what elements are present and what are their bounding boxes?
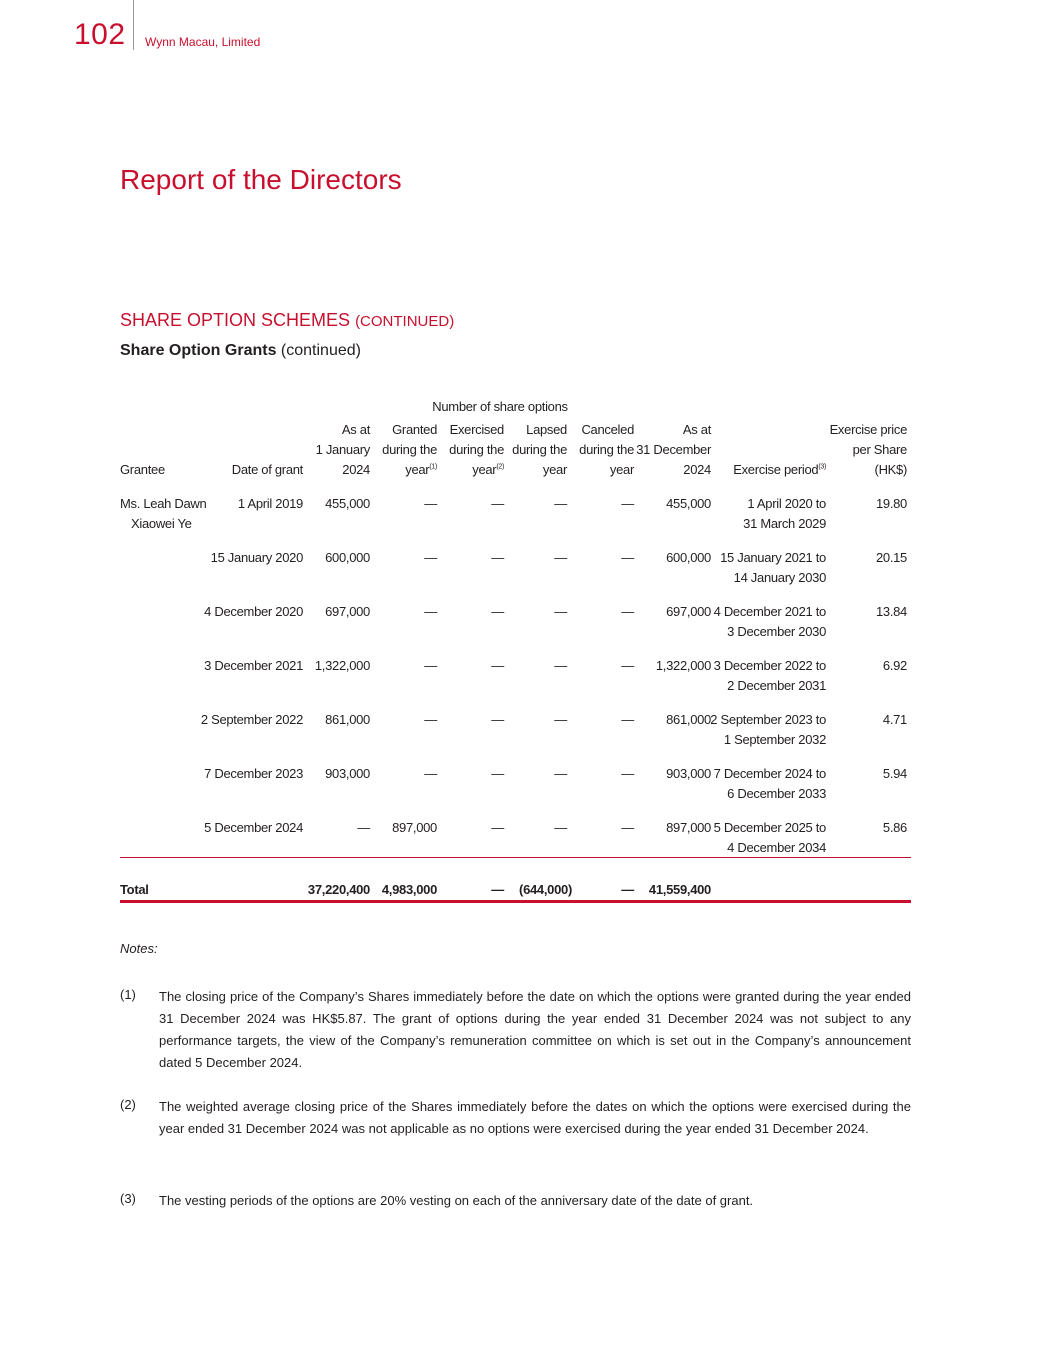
cell-exercise-price: 20.15 [875,550,907,565]
cell-as-at-end: 455,000 [666,496,711,511]
cell-period-end: 3 December 2030 [727,624,826,639]
group-header: Number of share options [432,399,568,414]
table-separator [120,857,911,858]
cell-exercised: — [491,550,504,565]
cell-as-at-start: 1,322,000 [314,658,370,673]
cell-date: 3 December 2021 [204,658,303,673]
cell-date: 15 January 2020 [210,550,303,565]
col-as-at-end-1: As at [682,422,711,437]
cell-period-start: 1 April 2020 to [747,496,826,511]
section-title-suffix: (CONTINUED) [355,313,455,330]
col-lapsed-1: Lapsed [526,422,567,437]
cell-exercise-price: 13.84 [875,604,907,619]
cell-lapsed: — [554,712,567,727]
cell-period-end: 2 December 2031 [727,678,826,693]
col-exercise-price-2: per Share [852,442,907,457]
grantee-name-line2: Xiaowei Ye [131,516,192,531]
cell-lapsed: — [554,496,567,511]
col-as-at-start-1: As at [341,422,370,437]
cell-exercised: — [491,658,504,673]
company-name: Wynn Macau, Limited [145,35,261,49]
note-2-text: The weighted average closing price of the Shares immediately before the dates on which the options were exercised during the year ended 31 December 2024 was not applicable as no options were exercised during the year ended 31 December 2024. [159,1099,911,1136]
col-lapsed-3: year [542,462,567,477]
cell-as-at-end: 903,000 [666,766,711,781]
col-as-at-end-2: 31 December [636,442,711,457]
cell-as-at-start: 600,000 [325,550,370,565]
cell-canceled: — [621,550,634,565]
col-granted-3: year$^{(1)}$ [405,462,437,477]
cell-granted: — [424,604,437,619]
col-date-of-grant: Date of grant [231,462,303,477]
cell-as-at-end: 600,000 [666,550,711,565]
cell-as-at-start: 861,000 [325,712,370,727]
cell-period-end: 31 March 2029 [743,516,826,531]
sub-title [120,342,361,360]
cell-date: 2 September 2022 [200,712,303,727]
cell-exercise-price: 19.80 [875,496,907,511]
cell-canceled: — [621,604,634,619]
page-number: 102 [74,18,126,51]
cell-period-start: 2 September 2023 to [710,712,826,727]
cell-exercised: — [491,604,504,619]
cell-granted: — [424,712,437,727]
note-3-text: The vesting periods of the options are 20% vesting on each of the anniversary date of the date of grant. [159,1193,754,1208]
cell-as-at-start: 455,000 [325,496,370,511]
cell-canceled: — [621,496,634,511]
note-1-text: The closing price of the Company’s Shares immediately before the date on which the options were granted during the year ended 31 December 2024 was HK$5.87. The grant of options during the year ended 31 December 2024 was not subject to any performance targets, the view of the Company’s remuneration committee on which is set out in the Company’s announcement dated 5 December 2024. [159,989,911,1070]
cell-exercise-price: 4.71 [882,712,907,727]
cell-exercise-price: 5.94 [882,766,907,781]
cell-period-start: 5 December 2025 to [713,820,826,835]
cell-granted: — [424,658,437,673]
cell-granted: — [424,550,437,565]
total-start: 37,220,400 [307,882,370,897]
cell-as-at-start: — [357,820,370,835]
cell-exercised: — [491,766,504,781]
cell-as-at-end: 1,322,000 [655,658,711,673]
cell-date: 1 April 2019 [237,496,303,511]
col-canceled-1: Canceled [581,422,634,437]
cell-canceled: — [621,766,634,781]
total-canceled: — [621,882,634,897]
total-label: Total [120,882,149,897]
cell-granted: 897,000 [392,820,437,835]
cell-date: 7 December 2023 [204,766,303,781]
cell-exercised: — [491,712,504,727]
cell-period-end: 6 December 2033 [727,786,826,801]
col-exercise-price-1: Exercise price [829,422,907,437]
cell-date: 5 December 2024 [204,820,303,835]
table-bottom-rule [120,900,911,903]
cell-period-end: 1 September 2032 [723,732,826,747]
cell-as-at-start: 903,000 [325,766,370,781]
total-end: 41,559,400 [648,882,711,897]
cell-as-at-start: 697,000 [325,604,370,619]
section-title [120,310,454,331]
cell-as-at-end: 697,000 [666,604,711,619]
header-divider [133,0,134,50]
col-canceled-2: during the [579,442,634,457]
note-2-number: (2) [120,1097,136,1112]
cell-lapsed: — [554,604,567,619]
grantee-name-line1: Ms. Leah Dawn [120,496,207,511]
cell-lapsed: — [554,550,567,565]
col-grantee: Grantee [120,462,165,477]
total-exercised: — [491,882,504,897]
cell-as-at-end: 897,000 [666,820,711,835]
cell-period-start: 4 December 2021 to [713,604,826,619]
cell-lapsed: — [554,766,567,781]
cell-period-start: 15 January 2021 to [720,550,826,565]
cell-period-end: 14 January 2030 [733,570,826,585]
col-granted-2: during the [382,442,437,457]
cell-canceled: — [621,712,634,727]
cell-lapsed: — [554,820,567,835]
cell-period-end: 4 December 2034 [727,840,826,855]
cell-canceled: — [621,658,634,673]
col-exercised-1: Exercised [449,422,504,437]
total-granted: 4,983,000 [381,882,437,897]
note-3-number: (3) [120,1191,136,1206]
col-granted-1: Granted [392,422,437,437]
cell-exercised: — [491,820,504,835]
col-exercised-2: during the [449,442,504,457]
cell-as-at-end: 861,000 [666,712,711,727]
sub-title-suffix: (continued) [280,342,361,359]
col-exercise-period: Exercise period$^{(3)}$ [733,462,826,477]
cell-exercise-price: 6.92 [882,658,907,673]
cell-granted: — [424,766,437,781]
sub-title-text: Share Option Grants [120,342,277,359]
col-lapsed-2: during the [512,442,567,457]
col-as-at-start-2: 1 January [315,442,370,457]
section-title-text: SHARE OPTION SCHEMES [120,310,351,330]
cell-period-start: 7 December 2024 to [713,766,826,781]
cell-date: 4 December 2020 [204,604,303,619]
cell-exercise-price: 5.86 [882,820,907,835]
cell-canceled: — [621,820,634,835]
col-as-at-start-3: 2024 [342,462,370,477]
total-lapsed: (644,000) [519,882,572,897]
cell-period-start: 3 December 2022 to [713,658,826,673]
cell-exercised: — [491,496,504,511]
report-title: Report of the Directors [120,164,402,195]
cell-granted: — [424,496,437,511]
cell-lapsed: — [554,658,567,673]
col-exercised-3: year$^{(2)}$ [472,462,504,477]
notes-label: Notes: [120,941,158,956]
col-canceled-3: year [609,462,634,477]
col-as-at-end-3: 2024 [683,462,711,477]
note-1-number: (1) [120,987,136,1002]
col-exercise-price-3: (HK$) [874,462,907,477]
